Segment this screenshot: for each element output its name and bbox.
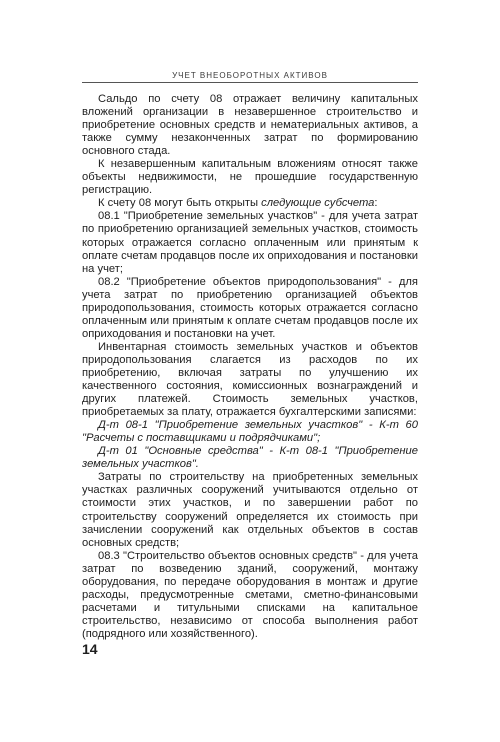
text-run: Сальдо по счету 08 отражает величину капитальных вложений организации в незавершенное строительство и приобретение основных средств и нематериальных активов, а также сумму незаконченных затрат по формированию основного стада. bbox=[82, 93, 418, 158]
italic-text: Д-т 08-1 "Приобретение земельных участков" - К-т 60 "Расчеты с поставщиками и подрядчиками"; bbox=[82, 419, 418, 445]
paragraph bbox=[82, 276, 418, 341]
page-number: 14 bbox=[82, 641, 98, 657]
text-run: 08.3 "Строительство объектов основных средств" - для учета затрат по возведению зданий, сооружений, монтажу оборудования, по передаче оборудования в монтаж и другие расходы, предусмотренные сметами, сметно-финансовыми расчетами и титульными списками на капитальное строительство, независимо от способа выполнения работ (подрядного или хозяйственного). bbox=[82, 549, 418, 640]
paragraph bbox=[82, 445, 418, 471]
header-rule bbox=[82, 82, 418, 83]
italic-text: Д-т 01 "Основные средства" - К-т 08-1 "Приобретение земельных участков". bbox=[82, 445, 418, 471]
italic-text: следующие субсчета bbox=[261, 197, 375, 210]
text-run: 08.2 "Приобретение объектов природопользования" - для учета затрат по приобретению организацией объектов природопользования, стоимость которых отражается согласно оплаченным или принятым к оплате счетам продавцов после их оприходования и постановки на учет. bbox=[82, 275, 418, 340]
paragraph bbox=[82, 471, 418, 549]
text-run: К незавершенным капитальным вложениям относят также объекты недвижимости, не прошедшие государственную регистрацию. bbox=[82, 158, 418, 197]
paragraph bbox=[82, 93, 418, 158]
running-header: УЧЕТ ВНЕОБОРОТНЫХ АКТИВОВ bbox=[172, 71, 328, 80]
text-run: Инвентарная стоимость земельных участков и объектов природопользования слагается из расходов по их приобретению, включая затраты по улучшению их качественного состояния, комиссионных вознаграждений и других платежей. Стоимость земельных участков, приобретаемых за плату, отражается бухгалтерскими записями: bbox=[82, 340, 418, 419]
paragraph bbox=[82, 419, 418, 445]
text-run: К счету 08 могут быть открыты bbox=[98, 197, 262, 210]
paragraph bbox=[82, 341, 418, 419]
text-run: : bbox=[374, 197, 378, 210]
paragraph bbox=[82, 158, 418, 197]
paragraph bbox=[82, 210, 418, 275]
text-run: Затраты по строительству на приобретенных земельных участках различных сооружений учитываются отдельно от стоимости этих участков, и по завершении работ по строительству сооружений определяется их стоимость при зачислении сооружений как отдельных объектов в состав основных средств; bbox=[82, 471, 418, 549]
paragraph bbox=[82, 197, 418, 210]
text-run: 08.1 "Приобретение земельных участков" - для учета затрат по приобретению организацией земельных участков, стоимость которых отражается согласно оплаченным или принятым к оплате счетам продавцов после их оприходования и постановки на учет; bbox=[82, 210, 418, 275]
paragraph bbox=[82, 550, 418, 641]
body-text bbox=[82, 93, 418, 641]
